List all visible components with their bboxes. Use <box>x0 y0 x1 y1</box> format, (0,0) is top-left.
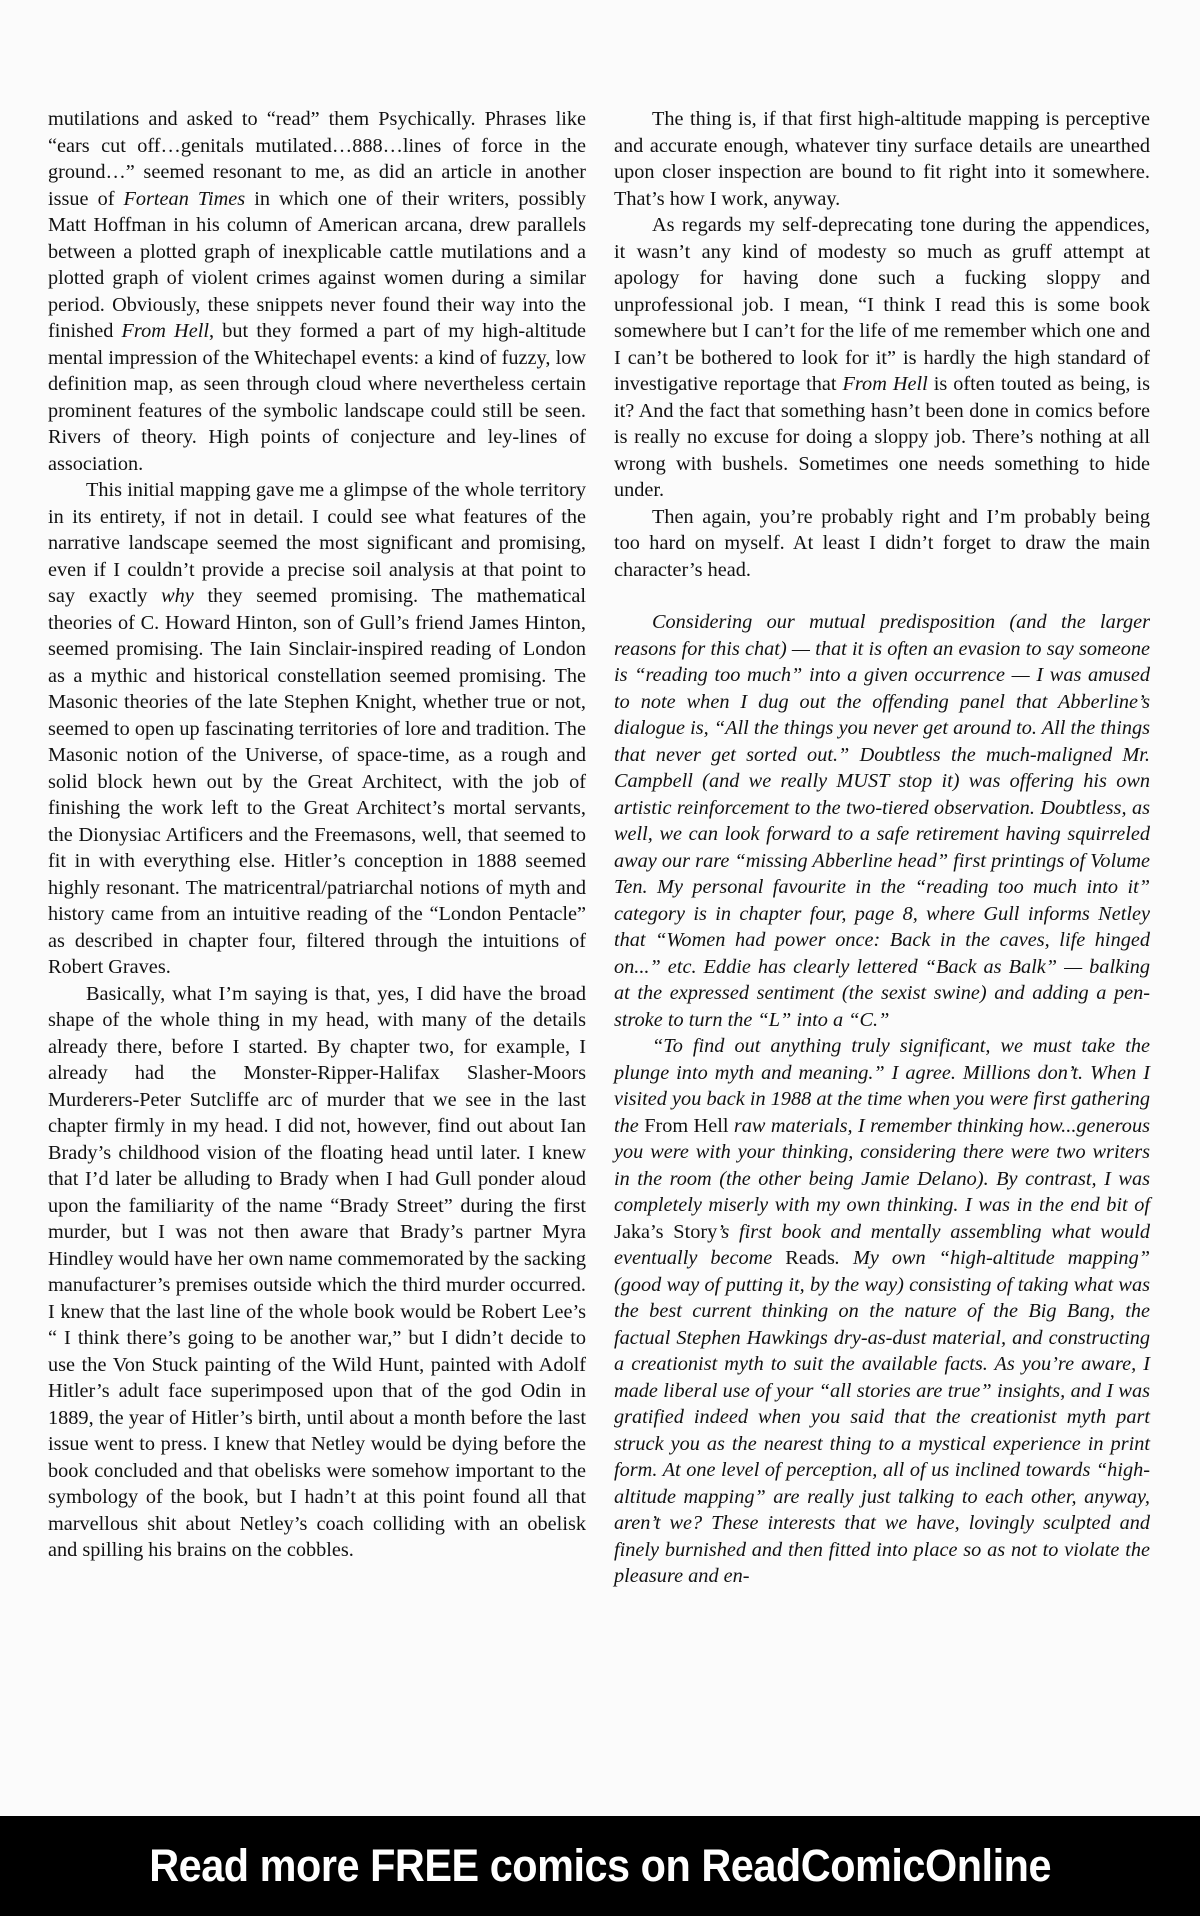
title-from-hell: From Hell <box>842 373 928 395</box>
paragraph: mutilations and asked to “read” them Psychically. Phrases like “ears cut off…genitals mutilated…888…lines of force in the ground…” seemed resonant to me, as did an article in another issue of Fortean Times in which one of their writers, possibly Matt Hoffman in his column of American arcana, drew parallels between a plotted graph of inexplicable cattle mutilations and a plotted graph of violent crimes against women during a similar period. Obviously, these snippets never found their way into the finished From Hell, but they formed a part of my high-altitude mental impression of the Whitechapel events: a kind of fuzzy, low definition map, as seen through cloud where nevertheless certain prominent features of the symbolic landscape could still be seen. Rivers of theory. High points of conjecture and ley-lines of association. <box>48 108 587 475</box>
title-from-hell: From Hell <box>644 1114 729 1137</box>
italic-reply-paragraph: Considering our mutual predisposition (and the larger reasons for this chat) — that it is often an evasion to say someone is “reading too much” into a given occurrence — I was amused to note when I dug out the offending panel that Abberline’s dialogue is, “All the things you never get around to. All the things that never get sorted out.” Doubtless the much-maligned Mr. Campbell (and we really MUST stop it) was offering his own artistic reinforcement to the two-tiered observation. Doubtless, as well, we can look forward to a safe retirement having squirreled away our rare “missing Abberline head” first printings of Volume Ten. My personal favourite in the “reading too much into it” category is in chapter four, page 8, where Gull informs Netley that “Women had power once: Back in the caves, life hinged on...” etc. Eddie has clearly lettered “Back as Balk” — balking at the expressed sentiment (the sexist swine) and adding a pen-stroke to turn the “L” into a “C.” <box>614 611 1150 1031</box>
paragraph: Basically, what I’m saying is that, yes, I did have the broad shape of the whole thing in my head, with many of the details already there, before I started. By chapter two, for example, I already had the Monster-Ripper-Halifax Slasher-Moors Murderers-Peter Sutcliffe arc of murder that we see in the last chapter firmly in my head. I did not, however, find out about Ian Brady’s childhood vision of the floating head until later. I knew that I’d later be alluding to Brady when I had Gull ponder aloud upon the familiarity of the name “Brady Street” during the first murder, but I was not then aware that Brady’s partner Myra Hindley would have her own name commemorated by the sacking manufacturer’s premises outside which the third murder occurred. I knew that the last line of the whole book would be Robert Lee’s “ I think there’s going to be another war,” but I didn’t decide to use the Von Stuck painting of the Wild Hunt, painted with Adolf Hitler’s adult face superimposed upon that of the god Odin in 1889, the year of Hitler’s birth, until about a month before the last issue went to press. I knew that Netley would be dying before the book concluded and that obelisks were somehow important to the symbology of the book, but I hadn’t at this point found all that marvellous shit about Netley’s coach colliding with an obelisk and spilling his brains on the cobbles. <box>48 982 586 1561</box>
promo-banner-text[interactable]: Read more FREE comics on ReadComicOnline <box>149 1840 1051 1891</box>
paragraph: Then again, you’re probably right and I’m probably being too hard on myself. At least I didn’t forget to draw the main character’s head. <box>614 505 1150 581</box>
paragraph: This initial mapping gave me a glimpse of the whole territory in its entirety, if not in detail. I could see what features of the narrative landscape seemed the most significant and promising, even if I couldn’t provide a precise soil analysis at that point to say exactly why they seemed promising. The mathematical theories of C. Howard Hinton, son of Gull’s friend James Hinton, seemed promising. The Iain Sinclair-inspired reading of London as a mythic and historical constellation seemed promising. The Masonic theories of the late Stephen Knight, whether true or not, seemed to open up fascinating territories of lore and tradition. The Masonic notion of the Universe, of space-time, as a rough and solid block hewn out by the Great Architect, with the job of finishing the work left to the Great Architect’s mortal servants, the Dionysiac Artificers and the Freemasons, well, that seemed to fit in with everything else. Hitler’s conception in 1888 seemed highly resonant. The matricentral/patriarchal notions of myth and history came from an intuitive reading of the “London Pentacle” as described in chapter four, filtered through the intuitions of Robert Graves. <box>48 479 587 978</box>
italic-reply-paragraph: “To find out anything truly significant, we must take the plunge into myth and meaning.” I agree. Millions don’t. When I visited you back in 1988 at the time when you were first gathering the From Hell raw materials, I remember thinking how...generous you were with your thinking, considering there were two writers in the room (the other being Jamie Delano). By contrast, I was completely miserly with my own thinking. I was in the end bit of Jaka’s Story’s first book and mentally assembling what would eventually become Reads. My own “high-altitude mapping” (good way of putting it, by the way) consisting of taking what was the best current thinking on the nature of the Big Bang, the factual Stephen Hawkings dry-as-dust material, and constructing a creationist myth to suit the available facts. As you’re aware, I made liberal use of your “all stories are true” insights, and I was gratified indeed when you said that the creationist myth part struck you as the nearest thing to a mystical experience in print form. At one level of perception, all of us inclined towards “high-altitude mapping” are really just talking to each other, anyway, aren’t we? These interests that we have, lovingly sculpted and finely burnished and then fitted into place so as not to violate the pleasure and en- <box>614 1035 1151 1587</box>
title-from-hell: From Hell <box>121 320 209 342</box>
paragraph: The thing is, if that first high-altitude mapping is perceptive and accurate enough, whatever tiny surface details are unearthed upon closer inspection are bound to fit right into it somewhere. That’s how I work, anyway. <box>614 108 1150 210</box>
left-column <box>48 106 586 1564</box>
title-reads: Reads <box>785 1247 835 1269</box>
title-jakas-story: Jaka’s Story <box>614 1220 718 1243</box>
right-column <box>614 106 1150 1590</box>
title-fortean-times: Fortean Times <box>123 187 246 210</box>
paragraph: As regards my self-deprecating tone during the appendices, it wasn’t any kind of modesty so much as gruff attempt at apology for having done such a fucking sloppy and unprofessional job. I mean, “I think I read this is some book somewhere but I can’t for the life of me remember which one and I can’t be bothered to look for it” is hardly the high standard of investigative reportage that From Hell is often touted as being, is it? And the fact that something hasn’t been done in comics before is really no excuse for doing a sloppy job. There’s nothing at all wrong with bushels. Sometimes one needs something to hide under. <box>614 214 1150 501</box>
promo-banner[interactable] <box>0 1816 1200 1916</box>
